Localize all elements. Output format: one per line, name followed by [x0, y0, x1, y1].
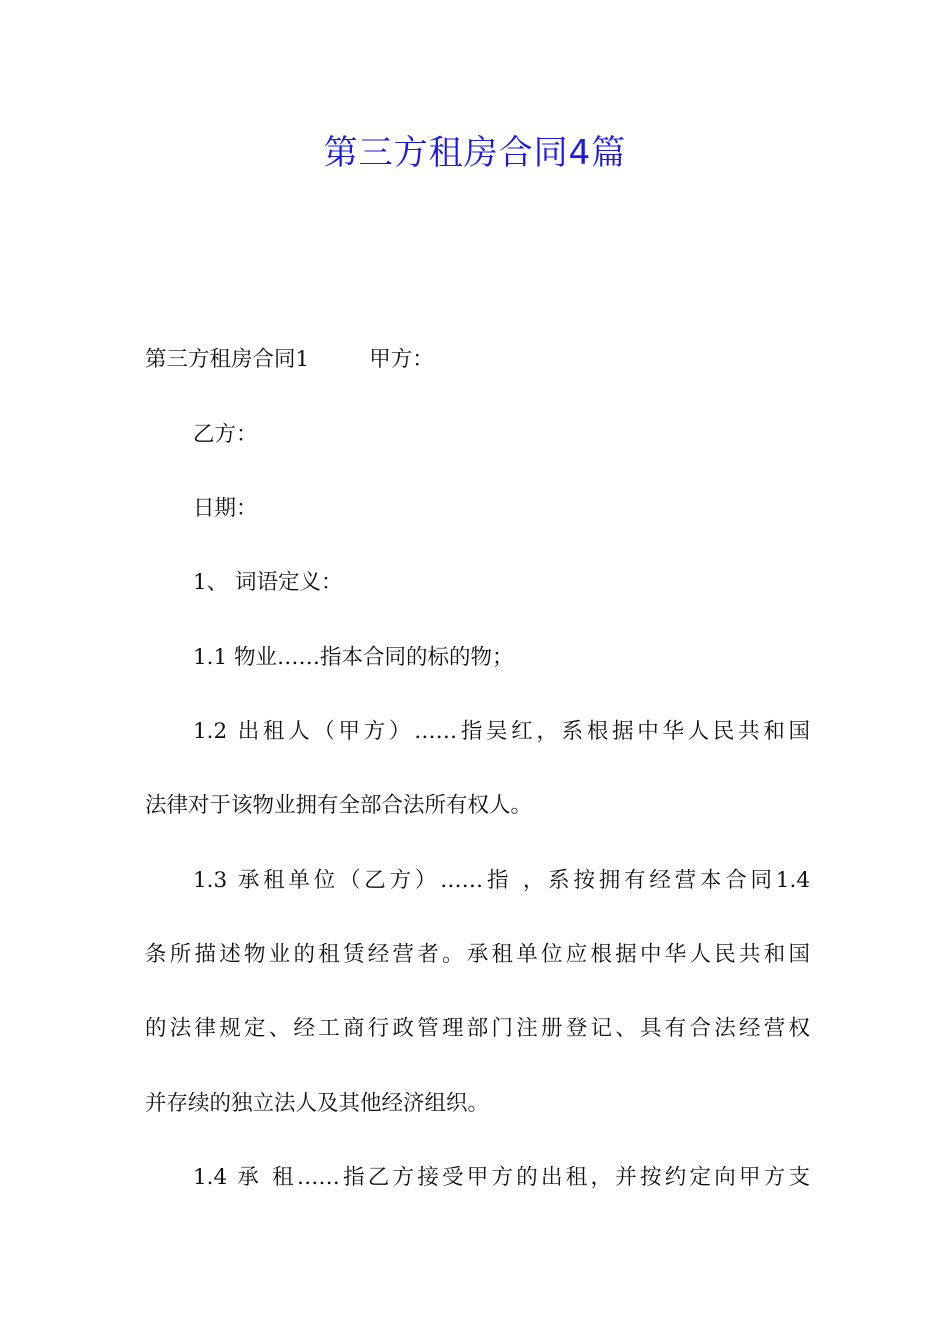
date-label: 日期： — [193, 496, 258, 521]
clause-1-2-line-1: 1.2 出租人（甲方）……指吴红，系根据中华人民共和国 — [193, 719, 810, 744]
section-heading: 第三方租房合同1 — [145, 347, 310, 372]
clause-1-heading: 1、 词语定义： — [193, 570, 343, 595]
clause-1-4-line-1: 1.4 承 租……指乙方接受甲方的出租，并按约定向甲方支 — [193, 1165, 810, 1190]
heading-line — [145, 340, 810, 380]
clause-1-2-line-2: 法律对于该物业拥有全部合法所有权人。 — [145, 793, 533, 818]
clause-1-3-line-1: 1.3 承租单位（乙方）……指 ，系按拥有经营本合同1.4 — [193, 868, 810, 893]
clause-1-3-line-2: 条所描述物业的租赁经营者。承租单位应根据中华人民共和国 — [145, 942, 810, 967]
clause-1-3-line-4: 并存续的独立法人及其他经济组织。 — [145, 1091, 490, 1116]
clause-1-1: 1.1 物业……指本合同的标的物； — [193, 645, 514, 670]
clause-1-3-line-3: 的法律规定、经工商行政管理部门注册登记、具有合法经营权 — [145, 1016, 810, 1041]
document-title: 第三方租房合同4篇 — [323, 133, 627, 173]
party-b-label: 乙方： — [193, 422, 258, 447]
party-a-label: 甲方： — [369, 347, 434, 372]
